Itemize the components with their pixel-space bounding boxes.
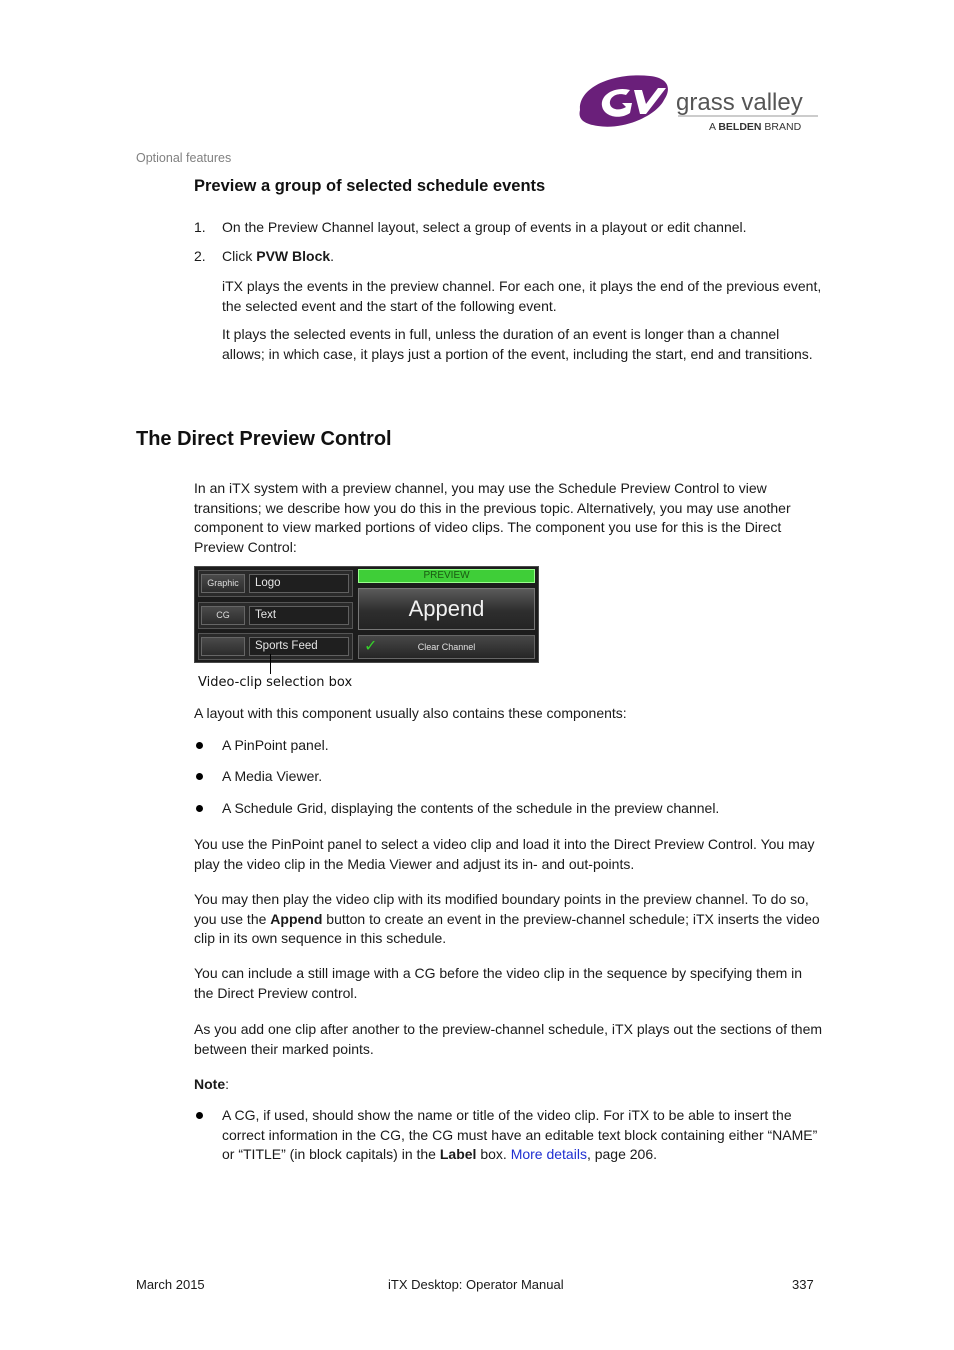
note-heading: Note: — [194, 1076, 230, 1092]
intro-paragraph: In an iTX system with a preview channel, you may use the Schedule Preview Control to view transitions; we describe how you do this in the previous topic. Alternatively, you may use another component to view marked portions of video clips. The component you use for this is the Direct Preview Control: — [194, 480, 791, 555]
append-label: Append — [270, 910, 323, 927]
gv-swoosh-icon — [580, 75, 668, 126]
step-number: 2. — [194, 248, 206, 264]
bullet-icon — [196, 1112, 203, 1119]
bullet-icon — [196, 742, 203, 749]
note-text: A CG, if used, should show the name or title of the video clip. For iTX to be able to insert the correct information in the CG, the CG must have an editable text block containing either “NAME” or “TITLE” (in block capitals) in the Label box. More details, page 206. — [222, 1107, 818, 1162]
graphic-slot[interactable] — [198, 570, 353, 597]
clear-channel-label: Clear Channel — [417, 642, 476, 652]
paragraph: iTX plays the events in the preview channel. For each one, it plays the end of the previous event, the selected event and the start of the following event. — [222, 278, 822, 314]
graphic-tag: Graphic — [201, 574, 245, 593]
section-heading: The Direct Preview Control — [136, 428, 392, 450]
section-label: Optional features — [136, 151, 232, 165]
video-clip-slot[interactable] — [198, 633, 353, 660]
paragraph: A layout with this component usually also contains these components: — [194, 705, 627, 721]
cg-tag: CG — [201, 606, 245, 625]
video-clip-selection-box[interactable]: Sports Feed — [249, 637, 349, 656]
pvw-block-label: PVW Block — [256, 248, 331, 264]
cg-slot[interactable] — [198, 602, 353, 629]
step-number: 1. — [194, 219, 206, 235]
label-box-label: Label — [439, 1146, 477, 1162]
video-clip-tag — [201, 637, 245, 656]
paragraph: You may then play the video clip with its modified boundary points in the preview channel. To do so, you use the Append button to create an event in the preview-channel schedule; iTX inserts the video clip in its own sequence in this schedule. — [194, 891, 820, 946]
paragraph: You can include a still image with a CG before the video clip in the sequence by specifying them in the Direct Preview control. — [194, 965, 803, 1001]
list-item: A Schedule Grid, displaying the contents of the schedule in the preview channel. — [222, 800, 720, 816]
bullet-icon — [196, 805, 203, 812]
more-details-link[interactable]: More details — [510, 1146, 587, 1162]
paragraph: You use the PinPoint panel to select a video clip and load it into the Direct Preview Control. You may play the video clip in the Media Viewer and adjust its in- and out-points. — [194, 836, 815, 872]
direct-preview-control — [194, 566, 539, 663]
append-button[interactable]: Append — [358, 588, 535, 630]
graphic-value[interactable]: Logo — [249, 574, 349, 593]
preview-indicator: PREVIEW — [358, 569, 535, 583]
checkmark-icon: ✓ — [364, 638, 378, 655]
svg-text:A BELDEN BRAND: A BELDEN BRAND — [709, 121, 802, 133]
callout-line — [270, 654, 271, 674]
list-item: A Media Viewer. — [222, 768, 323, 784]
clear-channel-button[interactable] — [358, 635, 535, 659]
grass-valley-logo — [572, 70, 822, 134]
footer-date: March 2015 — [136, 1277, 205, 1292]
paragraph: It plays the selected events in full, unless the duration of an event is longer than a channel allows; in which case, it plays just a portion of the event, including the start, end and transitions. — [222, 326, 813, 362]
footer-title: iTX Desktop: Operator Manual — [388, 1277, 564, 1292]
page-number: 337 — [792, 1277, 814, 1292]
subsection-heading: Preview a group of selected schedule events — [194, 177, 546, 195]
callout-label: Video-clip selection box — [198, 675, 353, 690]
bullet-icon — [196, 773, 203, 780]
step-text: Click PVW Block. — [222, 248, 335, 264]
cg-value[interactable]: Text — [249, 606, 349, 625]
step-text: On the Preview Channel layout, select a group of events in a playout or edit channel. — [222, 219, 747, 235]
svg-text:grass valley: grass valley — [676, 89, 803, 116]
paragraph: As you add one clip after another to the preview-channel schedule, iTX plays out the sections of them between their marked points. — [194, 1021, 823, 1057]
list-item: A PinPoint panel. — [222, 737, 329, 753]
